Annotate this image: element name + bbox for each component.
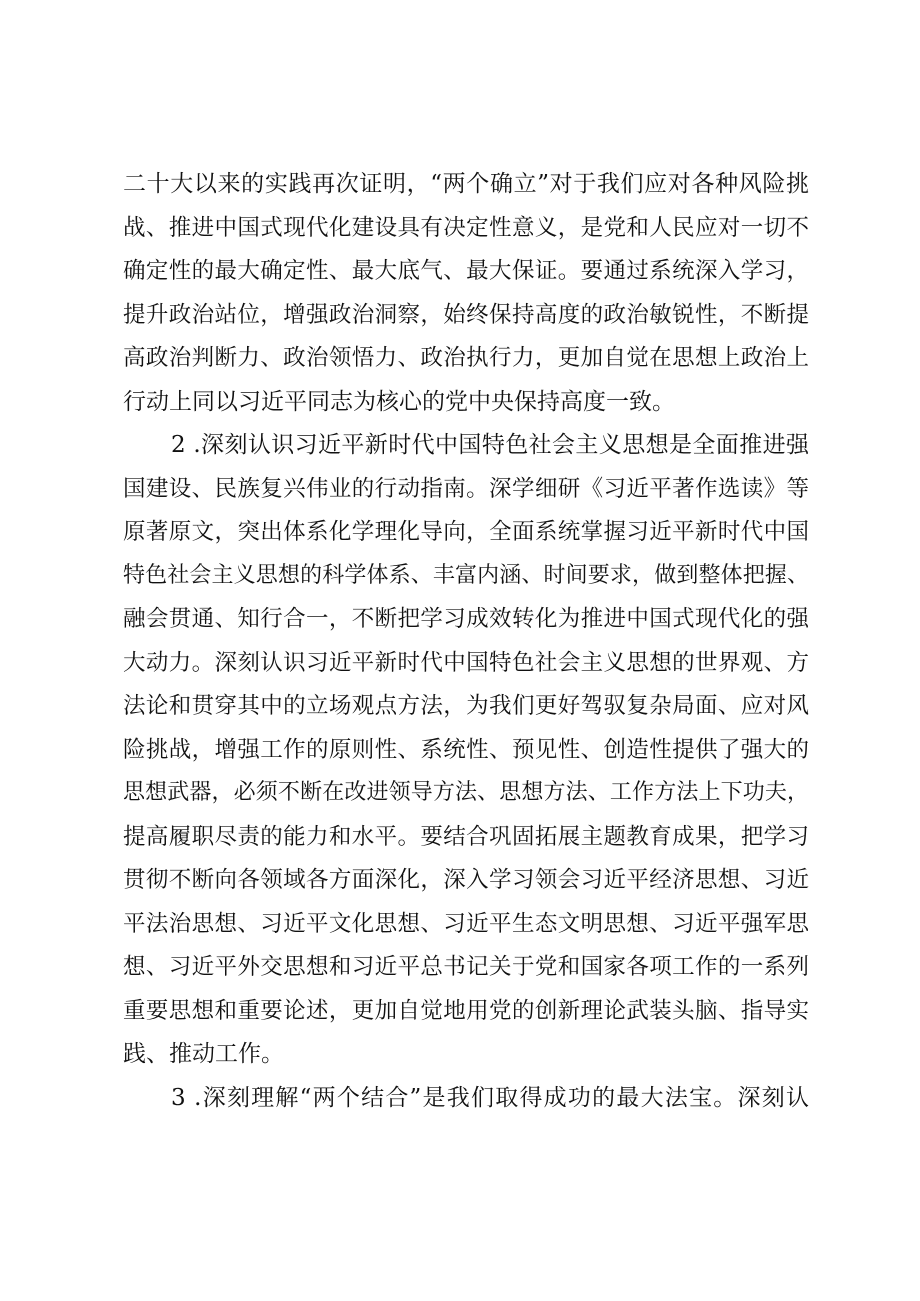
text-line-20: 重要思想和重要论述，更加自觉地用党的创新理论武装头脑、指导实 (123, 998, 809, 1024)
text-line-15: 思想武器，必须不断在改进领导方法、思想方法、工作方法上下功夫， (123, 780, 809, 805)
text-line-18: 平法治思想、习近平文化思想、习近平生态文明思想、习近平强军思 (123, 911, 809, 937)
text-line-12: 大动力。深刻认识习近平新时代中国特色社会主义思想的世界观、方 (123, 650, 809, 676)
text-line-17: 贯彻不断向各领域各方面深化，深入学习领会习近平经济思想、习近 (123, 867, 809, 893)
text-line-2: 战、推进中国式现代化建设具有决定性意义，是党和人民应对一切不 (123, 215, 809, 241)
text-line-16: 提高履职尽责的能力和水平。要结合巩固拓展主题教育成果，把学习 (123, 824, 809, 850)
text-line-1: 二十大以来的实践再次证明，“两个确立”对于我们应对各种风险挑 (123, 171, 809, 197)
text-line-9: 原著原文，突出体系化学理化导向，全面系统掌握习近平新时代中国 (123, 519, 809, 545)
paragraph-3-heading-line: 3 .深刻理解“两个结合”是我们取得成功的最大法宝。深刻认 (171, 1085, 809, 1111)
text-line-13: 法论和贯穿其中的立场观点方法，为我们更好驾驭复杂局面、应对风 (123, 693, 809, 719)
text-line-10: 特色社会主义思想的科学体系、丰富内涵、时间要求，做到整体把握、 (123, 563, 809, 588)
text-line-3: 确定性的最大确定性、最大底气、最大保证。要通过系统深入学习， (123, 258, 809, 284)
text-line-5: 高政治判断力、政治领悟力、政治执行力，更加自觉在思想上政治上 (123, 345, 809, 371)
text-line-19: 想、习近平外交思想和习近平总书记关于党和国家各项工作的一系列 (123, 954, 809, 980)
text-line-14: 险挑战，增强工作的原则性、系统性、预见性、创造性提供了强大的 (123, 737, 809, 763)
text-line-21: 践、推动工作。 (123, 1041, 284, 1067)
text-line-8: 国建设、民族复兴伟业的行动指南。深学细研《习近平著作选读》等 (123, 476, 809, 502)
paragraph-2-heading-line: 2 .深刻认识习近平新时代中国特色社会主义思想是全面推进强 (171, 432, 809, 458)
text-line-11: 融会贯通、知行合一，不断把学习成效转化为推进中国式现代化的强 (123, 606, 809, 632)
text-line-6: 行动上同以习近平同志为核心的党中央保持高度一致。 (123, 389, 675, 415)
text-line-4: 提升政治站位，增强政治洞察，始终保持高度的政治敏锐性，不断提 (123, 302, 809, 328)
